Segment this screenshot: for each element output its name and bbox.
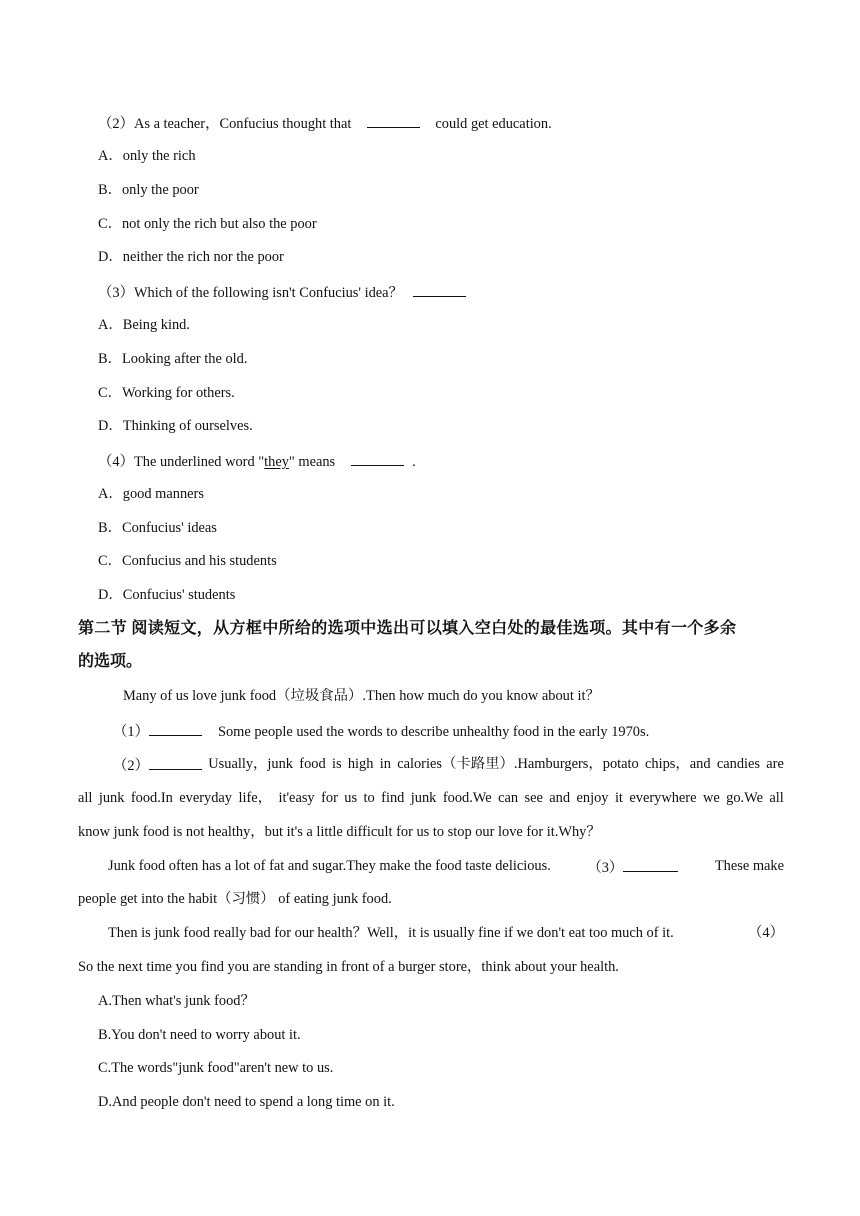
question-3-text: （3）Which of the following isn't Confucius' idea？ <box>98 285 403 301</box>
word: it <box>614 790 623 806</box>
word: high <box>347 756 374 772</box>
word: chips，and <box>645 756 711 772</box>
underlined-word: they <box>264 454 289 470</box>
option-c: C．Working for others. <box>98 385 235 401</box>
section-heading-cont: 的选项。 <box>78 653 143 670</box>
blank-number: （3） <box>587 860 624 876</box>
passage-paragraph-5-line-2: So the next time you find you are standing in front of a burger store，think about your health. <box>78 959 619 975</box>
answer-blank <box>149 755 202 770</box>
word: can <box>498 790 519 806</box>
choice-d: D.And people don't need to spend a long time on it. <box>98 1094 395 1110</box>
paragraph-text: Junk food often has a lot of fat and sugar.They make the food taste delicious. <box>108 858 551 874</box>
word: enjoy <box>576 790 609 806</box>
word: to <box>363 790 375 806</box>
word: food.In <box>130 790 173 806</box>
choice-c: C.The words"junk food"aren't new to us. <box>98 1060 334 1076</box>
section-heading: 第二节 阅读短文，从方框中所给的选项中选出可以填入空白处的最佳选项。其中有一个多余 <box>78 620 737 637</box>
word: all <box>769 790 784 806</box>
passage-paragraph-3-line-2 <box>78 789 784 807</box>
question-4-stem <box>98 451 416 471</box>
passage-paragraph-3 <box>113 755 784 775</box>
option-b: B．only the poor <box>98 182 199 198</box>
option-d: D．Thinking of ourselves. <box>98 418 253 434</box>
blank-number: （2） <box>113 758 149 774</box>
choice-b: B.You don't need to worry about it. <box>98 1027 301 1043</box>
word: us <box>344 790 358 806</box>
answer-blank <box>351 451 404 466</box>
blank-group <box>113 755 202 775</box>
passage-paragraph-4-line-2: people get into the habit（习惯） of eating junk food. <box>78 891 392 907</box>
option-a: A．only the rich <box>98 148 196 164</box>
word: calories（卡路里）.Hamburgers，potato <box>397 756 639 772</box>
paragraph-text-end: These make <box>714 858 784 874</box>
option-a: A．good manners <box>98 486 204 502</box>
word: we <box>702 790 720 806</box>
word: and <box>549 790 571 806</box>
word: it'easy <box>278 790 315 806</box>
blank-number: （1） <box>113 724 149 740</box>
word: life， <box>238 790 273 806</box>
blank-number: （4） <box>748 925 784 941</box>
passage-paragraph-3-line-3: know junk food is not healthy，but it's a little difficult for us to stop our love for it.Why？ <box>78 824 601 840</box>
option-d: D．Confucius' students <box>98 587 236 603</box>
word: are <box>766 756 784 772</box>
option-c: C．Confucius and his students <box>98 553 277 569</box>
answer-blank <box>413 282 466 297</box>
word: food.We <box>442 790 492 806</box>
word: everywhere <box>629 790 697 806</box>
choice-a: A.Then what's junk food？ <box>98 993 255 1009</box>
word: junk <box>98 790 125 806</box>
word: find <box>381 790 405 806</box>
paragraph-text: Then is junk food really bad for our health？Well，it is usually fine if we don't eat too much of it. <box>108 925 674 941</box>
word: go.We <box>726 790 763 806</box>
word: see <box>524 790 543 806</box>
word: candies <box>716 756 761 772</box>
passage-paragraph-5 <box>108 924 784 942</box>
question-2-text: （2）As a teacher，Confucius thought that <box>98 116 352 132</box>
passage-paragraph-4 <box>108 857 784 877</box>
question-4-text-end: . <box>412 454 416 470</box>
answer-blank <box>623 857 678 872</box>
question-3-stem <box>98 282 466 302</box>
word: everyday <box>179 790 233 806</box>
answer-blank <box>149 721 202 736</box>
option-b: B．Confucius' ideas <box>98 520 217 536</box>
word: is <box>331 756 342 772</box>
word: all <box>78 790 93 806</box>
option-d: D．neither the rich nor the poor <box>98 249 284 265</box>
question-2-stem <box>98 113 552 133</box>
passage-paragraph-2 <box>113 721 649 741</box>
question-4-text-mid: " means <box>288 454 336 470</box>
question-2-text-end: could get education. <box>435 116 552 132</box>
passage-paragraph-1: Many of us love junk food（垃圾食品）.Then how much do you know about it？ <box>123 688 600 704</box>
word: for <box>321 790 338 806</box>
option-a: A．Being kind. <box>98 317 190 333</box>
paragraph-text: Some people used the words to describe unhealthy food in the early 1970s. <box>217 724 650 740</box>
word: in <box>379 756 391 772</box>
word: Usually，junk <box>208 756 294 772</box>
word: junk <box>410 790 437 806</box>
answer-blank <box>367 113 420 128</box>
word: food <box>299 756 326 772</box>
option-b: B．Looking after the old. <box>98 351 248 367</box>
question-4-text: （4）The underlined word " <box>98 454 265 470</box>
option-c: C．not only the rich but also the poor <box>98 216 317 232</box>
blank-group <box>587 857 678 877</box>
